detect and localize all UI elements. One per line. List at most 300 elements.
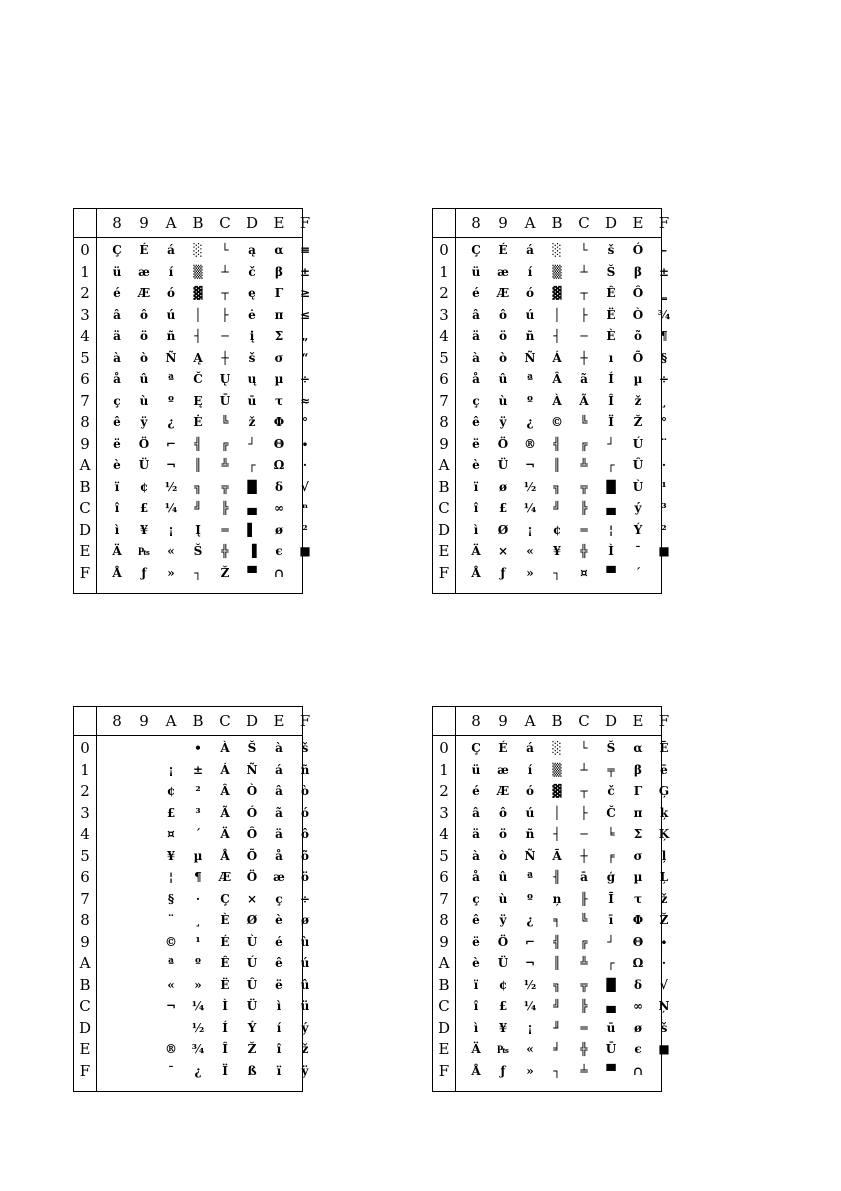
glyph-cell: ∩ [632,1064,644,1078]
glyph-cell: ═ [580,1021,588,1035]
glyph-cell: β [275,265,283,279]
glyph-cell: ç [472,394,480,408]
glyph-cell: δ [274,480,283,494]
row-header: 8 [80,911,90,929]
glyph-cell: √ [660,978,668,992]
glyph-cell: Ó [246,806,258,820]
glyph-cell: Ç [471,243,481,257]
glyph-cell: ╜ [553,1021,561,1035]
glyph-cell: ì [473,523,479,537]
glyph-cell: ø [633,1021,642,1035]
table-header-divider [74,237,302,238]
glyph-cell: Á [220,763,230,777]
glyph-cell: ž [660,892,668,906]
column-header: 8 [471,214,481,232]
glyph-cell: ║ [553,956,561,970]
glyph-cell [132,846,156,867]
glyph-cell: ▓ [552,286,562,300]
column-header: D [245,214,259,232]
glyph-cell: └ [580,741,588,755]
row-header: A [438,954,450,972]
glyph-cell: ÿ [499,913,507,927]
row-header: A [79,456,91,474]
glyph-cell: ± [299,265,311,279]
glyph-cell: ž [634,394,642,408]
glyph-cell: ¦ [168,870,174,884]
glyph-cell: º [527,892,533,906]
glyph-cell: ▄ [247,501,257,515]
glyph-cell: │ [194,308,202,322]
glyph-cell: ī [608,913,614,927]
glyph-cell: ñ [166,329,176,343]
glyph-cell: ¬ [524,956,536,970]
glyph-cell: Ù [632,480,644,494]
glyph-cell: ╚ [580,913,588,927]
glyph-cell: ë [472,935,480,949]
glyph-cell: ç [113,394,121,408]
glyph-cell: ╗ [553,480,561,494]
glyph-cell: ¿ [167,415,175,429]
glyph-cell: α [274,243,284,257]
glyph-cell: ╔ [580,437,588,451]
glyph-cell: ╩ [580,458,588,472]
glyph-cell: ╘ [607,827,615,841]
glyph-cell: Ž [633,415,643,429]
glyph-cell: û [498,372,508,386]
glyph-cell: ¿ [194,1064,202,1078]
glyph-cell: µ [193,849,203,863]
glyph-cell: Ä [220,827,230,841]
glyph-cell: í [168,265,174,279]
glyph-cell: ¶ [194,870,202,884]
column-header: D [604,712,618,730]
glyph-cell: ├ [221,308,229,322]
glyph-cell: ü [112,265,122,279]
row-header: 0 [439,739,449,757]
row-header: C [79,499,91,517]
glyph-cell: Ü [497,956,509,970]
glyph-cell: “ [301,351,309,365]
glyph-cell: ¡ [168,763,174,777]
glyph-cell: ä [113,329,121,343]
glyph-cell: î [473,999,479,1013]
glyph-cell: ą [248,243,256,257]
glyph-cell: ä [472,329,480,343]
glyph-cell [132,1061,156,1082]
glyph-cell: ¿ [526,415,534,429]
glyph-cell: Ø [497,523,509,537]
glyph-cell: Â [552,372,562,386]
glyph-cell: ╢ [553,870,561,884]
glyph-cell: ∙ [660,935,668,949]
glyph-cell: ÿ [499,415,507,429]
glyph-cell: ¿ [526,913,534,927]
glyph-cell: Î [608,394,614,408]
glyph-cell: à [275,741,283,755]
glyph-cell: Ï [608,415,614,429]
glyph-cell: ═ [580,523,588,537]
glyph-cell: ║ [194,458,202,472]
glyph-cell: û [498,870,508,884]
glyph-cell: √ [301,480,309,494]
glyph-cell: ┘ [607,935,615,949]
glyph-cell: ÷ [658,372,670,386]
glyph-cell: │ [553,308,561,322]
glyph-cell: ─ [221,329,229,343]
glyph-cell: ╒ [607,849,615,863]
row-header: E [438,542,450,560]
glyph-cell: ï [473,480,479,494]
glyph-cell [132,1039,156,1060]
row-header: 2 [439,284,449,302]
glyph-cell: τ [633,892,643,906]
glyph-cell: ┐ [194,566,202,580]
glyph-cell: ÷ [299,372,311,386]
glyph-cell: β [634,763,642,777]
glyph-cell: ¼ [523,501,537,515]
glyph-cell: ╟ [580,892,588,906]
glyph-cell: º [527,394,533,408]
glyph-cell: È [606,329,616,343]
glyph-cell: σ [274,351,284,365]
glyph-cell: õ [633,329,642,343]
row-header: 3 [80,306,90,324]
row-header: 3 [439,804,449,822]
glyph-cell: æ [273,870,285,884]
glyph-cell [652,1061,676,1082]
glyph-cell: ╬ [221,544,229,558]
glyph-cell: ƒ [500,1064,506,1078]
glyph-cell: Ò [246,784,258,798]
column-header: 9 [139,214,149,232]
glyph-cell [132,781,156,802]
glyph-cell: ½ [164,480,178,494]
row-header: C [438,499,450,517]
row-header: F [79,564,91,582]
glyph-cell: Ē [659,741,669,755]
glyph-cell: │ [553,806,561,820]
glyph-cell: Æ [496,784,510,798]
glyph-cell: ó [525,286,534,300]
glyph-cell: ò [498,849,507,863]
glyph-cell: ý [301,1021,309,1035]
glyph-cell: Ý [247,1021,257,1035]
glyph-cell: ¼ [164,501,178,515]
glyph-cell [132,803,156,824]
column-header: B [192,214,204,232]
glyph-cell [105,760,129,781]
glyph-cell: é [472,784,480,798]
row-header: C [438,997,450,1015]
glyph-cell: ģ [606,870,616,884]
column-header: F [658,214,670,232]
glyph-cell: Ñ [165,351,177,365]
glyph-cell: ª [168,372,174,386]
glyph-cell: Ó [632,243,644,257]
glyph-cell: Ģ [658,784,670,798]
glyph-cell: ü [300,999,310,1013]
glyph-cell: Ž [247,1042,257,1056]
column-header: 8 [112,712,122,730]
glyph-cell: µ [633,372,643,386]
glyph-cell: ¨ [661,437,667,451]
glyph-cell: § [660,351,668,365]
glyph-cell: È [220,913,230,927]
glyph-cell: ╩ [580,956,588,970]
glyph-cell: ¢ [139,480,149,494]
column-header: A [165,214,177,232]
column-header: A [165,712,177,730]
row-header: 0 [80,739,90,757]
glyph-cell: Ù [246,935,258,949]
glyph-cell: ▒ [552,763,562,777]
glyph-cell: ⌐ [165,437,177,451]
glyph-cell: ¸ [195,913,201,927]
column-header: 9 [498,712,508,730]
column-header: F [299,712,311,730]
glyph-cell: Ω [273,458,285,472]
glyph-cell: « [526,544,534,558]
row-header: 5 [439,847,449,865]
glyph-cell: × [497,544,509,558]
glyph-cell [132,953,156,974]
glyph-cell: ∙ [301,437,309,451]
glyph-cell: ▀ [606,566,616,580]
glyph-cell: Û [246,978,258,992]
row-header: 2 [439,782,449,800]
glyph-cell: ⁿ [301,501,309,515]
glyph-cell: Ļ [659,870,669,884]
column-header: E [273,214,285,232]
glyph-cell: é [275,935,283,949]
glyph-cell: ê [472,913,480,927]
glyph-cell: ù [139,394,149,408]
glyph-cell: ╦ [221,480,229,494]
glyph-cell: Θ [632,935,644,949]
glyph-cell: ¡ [168,523,174,537]
glyph-cell: ▀ [606,1064,616,1078]
glyph-cell: ¶ [660,329,668,343]
glyph-cell [132,760,156,781]
glyph-cell: ▄ [606,501,616,515]
column-header: B [192,712,204,730]
glyph-cell: ┬ [221,286,229,300]
glyph-cell: ▀ [247,566,257,580]
glyph-cell [159,738,183,759]
glyph-cell: Ø [246,913,258,927]
glyph-cell: ı [608,351,614,365]
glyph-cell: ¾ [191,1042,205,1056]
row-header: 7 [439,392,449,410]
glyph-cell: ª [168,956,174,970]
glyph-cell [652,563,676,584]
row-header: 6 [439,868,449,886]
glyph-cell [105,889,129,910]
glyph-cell: · [661,458,667,472]
glyph-cell: ú [525,806,535,820]
glyph-cell: ▐ [247,544,257,558]
glyph-cell: ù [300,935,310,949]
glyph-cell: à [472,351,480,365]
glyph-cell: Õ [246,849,258,863]
row-header: 9 [439,933,449,951]
glyph-cell: Ë [606,308,616,322]
glyph-cell: Ä [471,544,481,558]
glyph-cell: Î [222,1042,228,1056]
glyph-cell: ë [113,437,121,451]
row-header: 4 [439,327,449,345]
glyph-cell: º [195,956,201,970]
glyph-cell: â [472,308,480,322]
glyph-cell: û [139,372,149,386]
glyph-cell: ¹ [195,935,201,949]
glyph-cell: ■ [658,1042,670,1056]
glyph-cell: ½ [191,1021,205,1035]
glyph-cell: ã [580,372,588,386]
glyph-cell: â [472,806,480,820]
column-header: 8 [471,712,481,730]
glyph-cell: ┴ [580,265,588,279]
glyph-cell: · [661,956,667,970]
glyph-cell: ∩ [273,566,285,580]
glyph-cell: ╣ [553,437,561,451]
glyph-cell: ö [498,827,507,841]
glyph-cell: ù [498,394,508,408]
glyph-cell: Φ [273,415,285,429]
glyph-cell: Ñ [246,763,258,777]
glyph-cell: Å [112,566,122,580]
glyph-cell: є [275,544,283,558]
glyph-cell: ā [580,870,588,884]
glyph-cell: ū [247,394,257,408]
glyph-cell: ê [275,956,283,970]
glyph-cell: Û [632,458,644,472]
glyph-cell: Ü [246,999,258,1013]
glyph-cell: ░ [552,741,562,755]
glyph-cell: ▒ [552,265,562,279]
glyph-cell: Ö [497,437,509,451]
glyph-cell: Í [222,1021,228,1035]
glyph-cell: º [168,394,174,408]
glyph-cell: è [113,458,121,472]
glyph-cell: Ü [497,458,509,472]
glyph-cell: ö [300,870,309,884]
glyph-cell: æ [497,265,509,279]
row-header: 5 [80,847,90,865]
row-header: B [438,478,450,496]
glyph-cell: ┌ [248,458,256,472]
glyph-cell [105,824,129,845]
glyph-cell: ė [248,308,256,322]
row-header: 7 [80,392,90,410]
glyph-cell: Š [606,265,616,279]
glyph-cell: █ [606,978,616,992]
glyph-cell: ╧ [580,1064,588,1078]
glyph-cell: ´ [635,566,641,580]
glyph-cell: ¯ [168,1064,174,1078]
glyph-cell: » [526,1064,534,1078]
row-header: 4 [80,327,90,345]
glyph-cell: ª [527,870,533,884]
glyph-cell: ≥ [299,286,311,300]
glyph-cell: ï [114,480,120,494]
glyph-cell: » [167,566,175,580]
glyph-cell: ì [473,1021,479,1035]
glyph-cell: ¢ [552,523,562,537]
glyph-cell: æ [138,265,150,279]
glyph-cell: ₧ [497,1042,509,1056]
glyph-cell: ¬ [165,458,177,472]
glyph-cell: í [527,763,533,777]
glyph-cell [105,1018,129,1039]
glyph-cell: ¡ [527,1021,533,1035]
glyph-cell: á [275,763,283,777]
glyph-cell: ö [139,329,148,343]
glyph-cell: ¸ [661,394,667,408]
glyph-cell: Ė [193,415,203,429]
glyph-cell [105,996,129,1017]
glyph-cell [105,1039,129,1060]
glyph-cell: └ [580,243,588,257]
glyph-cell: ▓ [552,784,562,798]
glyph-cell: µ [633,870,643,884]
glyph-cell: Ä [112,544,122,558]
column-header: D [245,712,259,730]
glyph-cell: è [275,913,283,927]
glyph-cell: ų [247,372,257,386]
glyph-cell: ┤ [194,329,202,343]
glyph-cell: ¬ [165,999,177,1013]
glyph-cell [132,910,156,931]
glyph-cell: ╛ [553,1042,561,1056]
glyph-cell: ª [527,372,533,386]
glyph-cell: ² [661,523,667,537]
glyph-cell [105,781,129,802]
glyph-cell: ò [139,351,148,365]
glyph-cell: Ç [112,243,122,257]
glyph-cell: ñ [525,827,535,841]
glyph-cell: Ú [246,956,258,970]
glyph-cell: ╤ [607,763,615,777]
glyph-cell: ô [498,806,507,820]
glyph-cell: ç [275,892,283,906]
glyph-cell: â [113,308,121,322]
glyph-cell: ╠ [580,501,588,515]
glyph-cell: é [113,286,121,300]
glyph-cell: š [248,351,256,365]
glyph-cell: ½ [523,978,537,992]
column-header: E [273,712,285,730]
glyph-cell: ô [139,308,148,322]
glyph-cell: ° [302,415,308,429]
column-header: C [578,712,590,730]
table-header-divider [433,735,661,736]
glyph-cell: â [275,784,283,798]
glyph-cell: ┐ [553,566,561,580]
glyph-cell: á [167,243,175,257]
glyph-cell: ° [661,415,667,429]
column-header: A [524,712,536,730]
glyph-cell: ═ [221,523,229,537]
column-header: E [632,712,644,730]
glyph-cell: ¤ [580,566,588,580]
glyph-cell: ï [276,1064,282,1078]
glyph-cell: Â [220,784,230,798]
glyph-cell [132,996,156,1017]
glyph-cell: ∞ [274,501,284,515]
glyph-cell: ╗ [194,480,202,494]
glyph-cell: ╦ [580,480,588,494]
